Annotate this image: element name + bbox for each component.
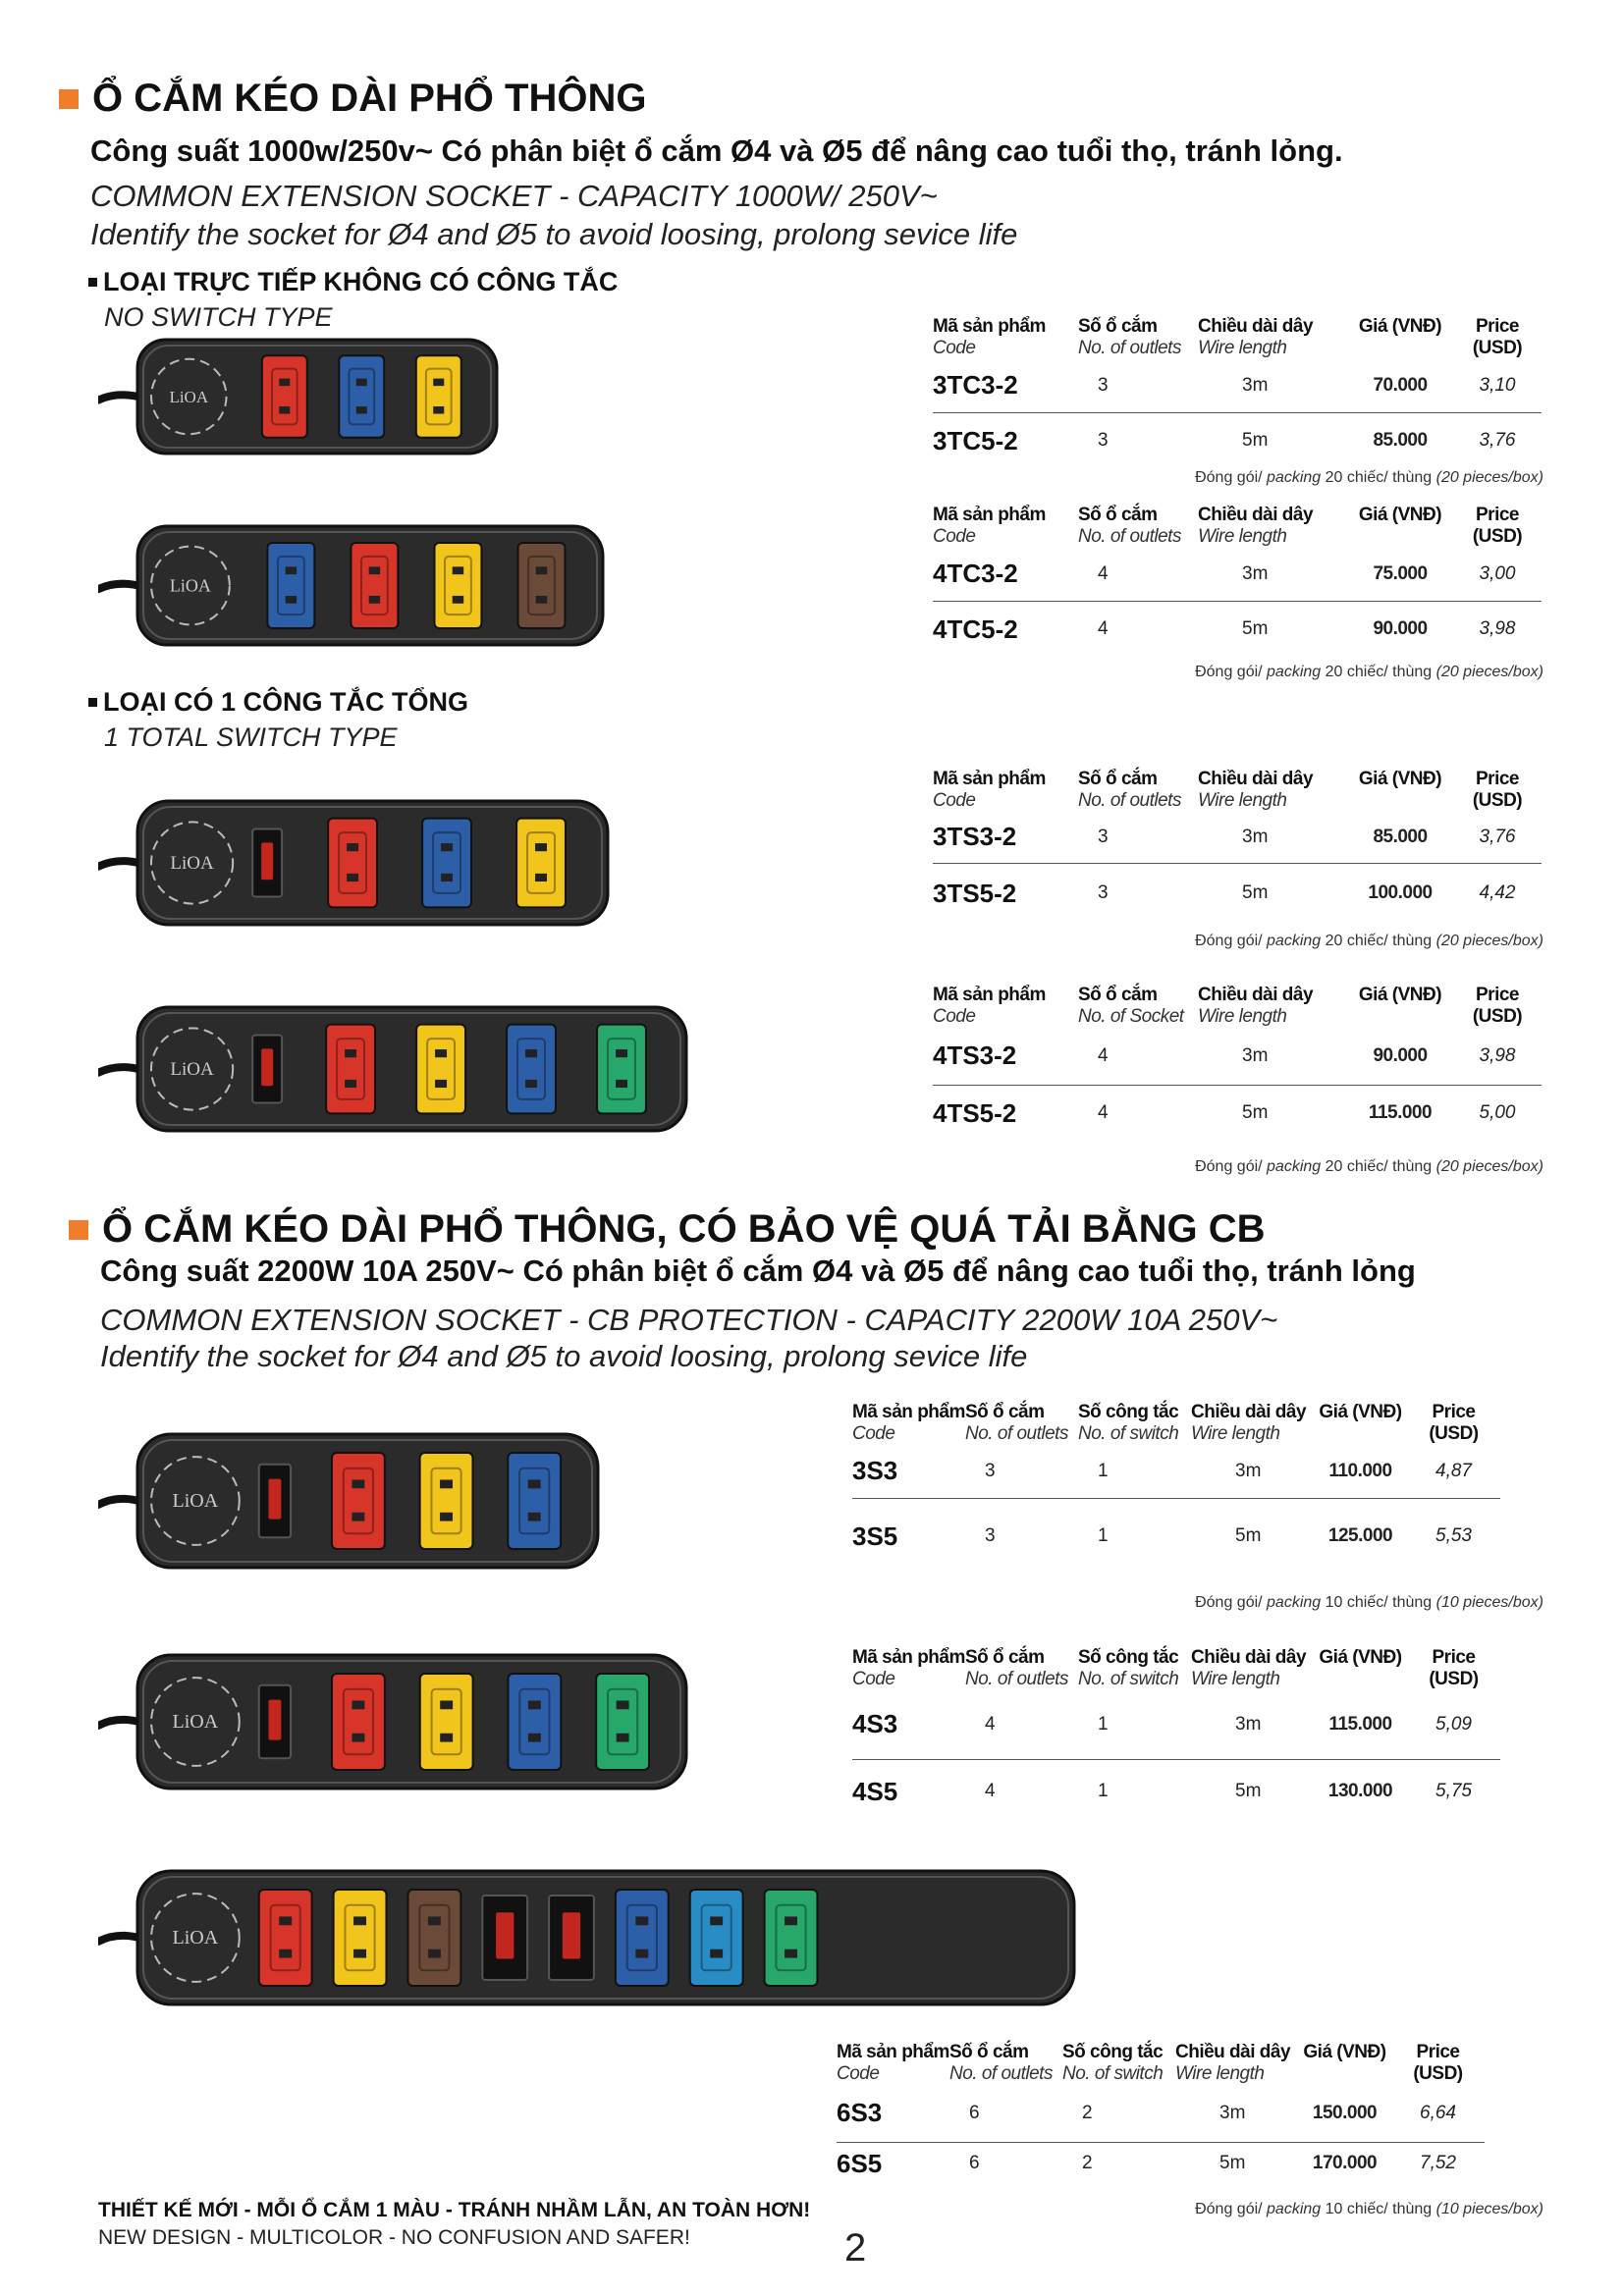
page-number: 2 bbox=[844, 2226, 867, 2269]
cell-code: 3TS5-2 bbox=[933, 878, 1017, 908]
cell-usd: 3,76 bbox=[1479, 430, 1516, 452]
cell-usd: 6,64 bbox=[1391, 2085, 1485, 2142]
col-header-code: Mã sản phẩm Code bbox=[933, 769, 1046, 811]
col-header-vnd: Giá (VNĐ) bbox=[1358, 316, 1442, 337]
cell-vnd: 150.000 bbox=[1298, 2085, 1391, 2142]
cell-outlets: 3 bbox=[1098, 430, 1109, 452]
cell-outlets: 3 bbox=[965, 1445, 1078, 1498]
orange-square-icon bbox=[59, 89, 79, 109]
spec-table-t3 bbox=[933, 769, 1542, 924]
spec-table-t1 bbox=[933, 316, 1542, 469]
col-header-usd: Price (USD) bbox=[1429, 1647, 1479, 1689]
cell-vnd: 115.000 bbox=[1314, 1690, 1407, 1759]
cell-wire: 5m bbox=[1242, 430, 1269, 452]
table-row bbox=[933, 412, 1542, 469]
cell-outlets: 4 bbox=[965, 1690, 1078, 1759]
type1-en: NO SWITCH TYPE bbox=[104, 302, 333, 332]
col-header-switch: Số công tắc No. of switch bbox=[1062, 2042, 1164, 2084]
cell-vnd: 85.000 bbox=[1373, 430, 1428, 452]
product-3s-image bbox=[98, 1428, 604, 1575]
cell-code: 3TS3-2 bbox=[933, 812, 1078, 863]
cell-vnd: 90.000 bbox=[1347, 1028, 1453, 1085]
section2-subtitle-en2: Identify the socket for Ø4 and Ø5 to avoid loosing, prolong sevice life bbox=[100, 1339, 1028, 1373]
socket-blue bbox=[616, 1890, 669, 1986]
col-header-wire: Chiều dài dây Wire length bbox=[1198, 505, 1314, 547]
socket-yellow bbox=[420, 1453, 473, 1549]
col-header-usd: Price (USD) bbox=[1413, 2042, 1463, 2084]
table-row bbox=[933, 548, 1542, 601]
cell-switch: 1 bbox=[1098, 1781, 1109, 1802]
cell-code: 6S3 bbox=[837, 2085, 949, 2142]
table-row bbox=[933, 812, 1542, 863]
cell-usd: 7,52 bbox=[1420, 2153, 1456, 2174]
table-row bbox=[837, 2085, 1485, 2142]
col-header-wire: Chiều dài dây Wire length bbox=[1198, 769, 1314, 811]
socket-yellow bbox=[334, 1890, 387, 1986]
table-row bbox=[933, 1085, 1542, 1142]
section1-title: Ổ CẮM KÉO DÀI PHỔ THÔNG bbox=[59, 77, 646, 121]
col-header-outlets: Số ổ cắm No. of outlets bbox=[1078, 505, 1181, 547]
socket-blue bbox=[267, 543, 314, 628]
cell-code: 4S3 bbox=[852, 1690, 965, 1759]
cell-outlets: 3 bbox=[1098, 882, 1109, 904]
col-header-vnd: Giá (VNĐ) bbox=[1319, 1647, 1402, 1668]
socket-yellow bbox=[516, 819, 566, 908]
col-header-code: Mã sản phẩm Code bbox=[852, 1402, 965, 1444]
socket-red bbox=[262, 355, 307, 438]
type2-en: 1 TOTAL SWITCH TYPE bbox=[104, 722, 398, 752]
cell-vnd: 125.000 bbox=[1327, 1525, 1393, 1547]
section2-subtitle-en1: COMMON EXTENSION SOCKET - CB PROTECTION - CAPACITY 2200W 10A 250V~ bbox=[100, 1303, 1278, 1337]
svg-text:LiOA: LiOA bbox=[172, 1927, 219, 1949]
cell-switch: 1 bbox=[1098, 1525, 1109, 1547]
cell-code: 4TS5-2 bbox=[933, 1097, 1017, 1128]
socket-red bbox=[351, 543, 398, 628]
col-header-usd: Price (USD) bbox=[1472, 316, 1523, 358]
table-row bbox=[933, 601, 1542, 658]
cell-usd: 3,10 bbox=[1453, 359, 1542, 412]
product-6s-image bbox=[98, 1865, 1080, 2012]
cell-usd: 5,00 bbox=[1479, 1102, 1516, 1124]
cell-code: 3TC3-2 bbox=[933, 359, 1078, 412]
power-switch bbox=[259, 1685, 291, 1758]
power-switch bbox=[549, 1896, 594, 1980]
col-header-usd: Price (USD) bbox=[1472, 769, 1523, 811]
section1-subtitle-en2: Identify the socket for Ø4 and Ø5 to avoid loosing, prolong sevice life bbox=[90, 217, 1018, 251]
cell-outlets: 4 bbox=[1098, 1102, 1109, 1124]
spec-table-t4 bbox=[933, 985, 1542, 1142]
spec-table-t5 bbox=[852, 1402, 1500, 1575]
cell-usd: 3,76 bbox=[1453, 812, 1542, 863]
type2-heading: LOẠI CÓ 1 CÔNG TẮC TỔNG bbox=[88, 687, 468, 718]
orange-square-icon bbox=[69, 1220, 88, 1240]
cell-outlets: 3 bbox=[985, 1525, 996, 1547]
cell-wire: 3m bbox=[1198, 812, 1347, 863]
power-switch bbox=[259, 1465, 291, 1537]
col-header-vnd: Giá (VNĐ) bbox=[1303, 2042, 1386, 2062]
section1-subtitle-en1: COMMON EXTENSION SOCKET - CAPACITY 1000W/ 250V~ bbox=[90, 179, 938, 213]
col-header-code: Mã sản phẩm Code bbox=[933, 316, 1046, 358]
col-header-code: Mã sản phẩm Code bbox=[933, 985, 1046, 1027]
spec-table-t2 bbox=[933, 505, 1542, 658]
cell-switch: 2 bbox=[1062, 2085, 1175, 2142]
socket-blue bbox=[339, 355, 384, 438]
cell-wire: 3m bbox=[1191, 1690, 1314, 1759]
socket-red bbox=[332, 1674, 385, 1770]
table-row bbox=[852, 1445, 1500, 1498]
cell-code: 4TC3-2 bbox=[933, 548, 1078, 601]
socket-red bbox=[332, 1453, 385, 1549]
power-switch bbox=[252, 829, 282, 897]
product-4ts-image bbox=[98, 1001, 692, 1139]
packing-note: Đóng gói/ packing 20 chiếc/ thùng (20 pieces/box) bbox=[1195, 1158, 1543, 1175]
cell-code: 3S5 bbox=[852, 1521, 898, 1551]
svg-text:LiOA: LiOA bbox=[170, 853, 214, 874]
svg-text:LiOA: LiOA bbox=[170, 1059, 214, 1080]
cell-switch: 1 bbox=[1078, 1690, 1191, 1759]
col-header-usd: Price (USD) bbox=[1472, 505, 1523, 547]
cell-wire: 3m bbox=[1198, 548, 1347, 601]
table-row bbox=[933, 359, 1542, 412]
product-4tc-image bbox=[98, 520, 609, 653]
section1-subtitle-vn: Công suất 1000w/250v~ Có phân biệt ổ cắm Ø4 và Ø5 để nâng cao tuổi thọ, tránh lỏng. bbox=[90, 133, 1343, 168]
cell-outlets: 4 bbox=[985, 1781, 996, 1802]
socket-red bbox=[259, 1890, 312, 1986]
col-header-code: Mã sản phẩm Code bbox=[837, 2042, 949, 2084]
col-header-usd: Price (USD) bbox=[1472, 985, 1523, 1027]
col-header-outlets: Số ổ cắm No. of outlets bbox=[965, 1647, 1068, 1689]
col-header-code: Mã sản phẩm Code bbox=[852, 1647, 965, 1689]
spec-table-t6 bbox=[852, 1647, 1500, 1824]
cell-wire: 5m bbox=[1235, 1781, 1262, 1802]
cell-wire: 5m bbox=[1235, 1525, 1262, 1547]
col-header-code: Mã sản phẩm Code bbox=[933, 505, 1046, 547]
cell-outlets: 6 bbox=[949, 2085, 1062, 2142]
packing-note: Đóng gói/ packing 20 chiếc/ thùng (20 pieces/box) bbox=[1195, 469, 1543, 486]
cell-code: 6S5 bbox=[837, 2148, 883, 2178]
cell-usd: 4,87 bbox=[1407, 1445, 1500, 1498]
cell-wire: 3m bbox=[1198, 359, 1347, 412]
type1-heading: LOẠI TRỰC TIẾP KHÔNG CÓ CÔNG TẮC bbox=[88, 267, 618, 297]
product-4s-image bbox=[98, 1649, 692, 1796]
section2-title: Ổ CẮM KÉO DÀI PHỔ THÔNG, CÓ BẢO VỆ QUÁ TẢI BẰNG CB bbox=[69, 1207, 1265, 1252]
cell-vnd: 70.000 bbox=[1347, 359, 1453, 412]
cell-vnd: 75.000 bbox=[1347, 548, 1453, 601]
svg-text:LiOA: LiOA bbox=[169, 388, 209, 406]
cell-vnd: 115.000 bbox=[1368, 1102, 1433, 1124]
col-header-outlets: Số ổ cắm No. of Socket bbox=[1078, 985, 1184, 1027]
cell-outlets: 4 bbox=[1078, 1028, 1198, 1085]
svg-text:LiOA: LiOA bbox=[172, 1711, 219, 1733]
col-header-vnd: Giá (VNĐ) bbox=[1358, 505, 1442, 525]
cell-vnd: 85.000 bbox=[1347, 812, 1453, 863]
spec-table-t7 bbox=[837, 2042, 1485, 2185]
product-3tc-image bbox=[98, 334, 503, 461]
product-3ts-image bbox=[98, 795, 614, 933]
footer-vn: THIẾT KẾ MỚI - MỖI Ổ CẮM 1 MÀU - TRÁNH NHẦM LẪN, AN TOÀN HƠN! bbox=[98, 2199, 811, 2221]
cell-usd: 3,98 bbox=[1453, 1028, 1542, 1085]
svg-text:LiOA: LiOA bbox=[169, 575, 211, 596]
packing-note: Đóng gói/ packing 10 chiếc/ thùng (10 pieces/box) bbox=[1195, 2201, 1543, 2217]
footer-en: NEW DESIGN - MULTICOLOR - NO CONFUSION AND SAFER! bbox=[98, 2226, 690, 2249]
cell-wire: 5m bbox=[1242, 1102, 1269, 1124]
cell-vnd: 100.000 bbox=[1368, 882, 1433, 904]
bullet-icon bbox=[88, 698, 97, 707]
bullet-icon bbox=[88, 278, 97, 287]
cell-usd: 3,00 bbox=[1453, 548, 1542, 601]
col-header-wire: Chiều dài dây Wire length bbox=[1175, 2042, 1291, 2084]
socket-blue bbox=[507, 1025, 556, 1114]
col-header-outlets: Số ổ cắm No. of outlets bbox=[1078, 316, 1181, 358]
cell-vnd: 170.000 bbox=[1312, 2153, 1378, 2174]
cell-vnd: 130.000 bbox=[1327, 1781, 1393, 1802]
socket-yellow bbox=[416, 355, 461, 438]
socket-lightblue bbox=[690, 1890, 743, 1986]
cell-switch: 1 bbox=[1078, 1445, 1191, 1498]
table-row bbox=[852, 1498, 1500, 1575]
col-header-vnd: Giá (VNĐ) bbox=[1319, 1402, 1402, 1422]
col-header-switch: Số công tắc No. of switch bbox=[1078, 1647, 1179, 1689]
table-row bbox=[837, 2142, 1485, 2185]
cell-code: 4TC5-2 bbox=[933, 614, 1018, 644]
packing-note: Đóng gói/ packing 20 chiếc/ thùng (20 pieces/box) bbox=[1195, 664, 1543, 680]
cell-usd: 5,75 bbox=[1435, 1781, 1472, 1802]
cell-wire: 3m bbox=[1175, 2085, 1298, 2142]
col-header-vnd: Giá (VNĐ) bbox=[1358, 985, 1442, 1005]
power-switch bbox=[252, 1036, 282, 1103]
cell-usd: 5,09 bbox=[1407, 1690, 1500, 1759]
col-header-outlets: Số ổ cắm No. of outlets bbox=[949, 2042, 1053, 2084]
col-header-switch: Số công tắc No. of switch bbox=[1078, 1402, 1179, 1444]
col-header-vnd: Giá (VNĐ) bbox=[1358, 769, 1442, 789]
power-switch bbox=[482, 1896, 527, 1980]
socket-blue bbox=[508, 1453, 561, 1549]
cell-usd: 3,98 bbox=[1479, 618, 1516, 640]
cell-wire: 5m bbox=[1242, 618, 1269, 640]
socket-brown bbox=[407, 1890, 460, 1986]
cell-switch: 2 bbox=[1082, 2153, 1093, 2174]
cell-code: 4S5 bbox=[852, 1776, 898, 1806]
col-header-outlets: Số ổ cắm No. of outlets bbox=[965, 1402, 1068, 1444]
packing-note: Đóng gói/ packing 10 chiếc/ thùng (10 pieces/box) bbox=[1195, 1594, 1543, 1611]
socket-red bbox=[328, 819, 377, 908]
col-header-wire: Chiều dài dây Wire length bbox=[1198, 985, 1314, 1027]
cell-outlets: 3 bbox=[1078, 359, 1198, 412]
socket-yellow bbox=[434, 543, 481, 628]
socket-brown bbox=[518, 543, 566, 628]
table-row bbox=[852, 1690, 1500, 1759]
col-header-wire: Chiều dài dây Wire length bbox=[1198, 316, 1314, 358]
cell-usd: 4,42 bbox=[1479, 882, 1516, 904]
cell-vnd: 110.000 bbox=[1314, 1445, 1407, 1498]
packing-note: Đóng gói/ packing 20 chiếc/ thùng (20 pieces/box) bbox=[1195, 933, 1543, 949]
col-header-usd: Price (USD) bbox=[1429, 1402, 1479, 1444]
cell-wire: 3m bbox=[1198, 1028, 1347, 1085]
col-header-outlets: Số ổ cắm No. of outlets bbox=[1078, 769, 1181, 811]
cell-outlets: 3 bbox=[1078, 812, 1198, 863]
socket-green bbox=[597, 1025, 646, 1114]
cell-code: 4TS3-2 bbox=[933, 1028, 1078, 1085]
col-header-wire: Chiều dài dây Wire length bbox=[1191, 1402, 1307, 1444]
cell-wire: 5m bbox=[1219, 2153, 1246, 2174]
socket-blue bbox=[508, 1674, 561, 1770]
table-row bbox=[852, 1759, 1500, 1824]
socket-yellow bbox=[420, 1674, 473, 1770]
cell-outlets: 4 bbox=[1078, 548, 1198, 601]
socket-green bbox=[765, 1890, 818, 1986]
table-row bbox=[933, 863, 1542, 924]
cell-vnd: 90.000 bbox=[1373, 618, 1428, 640]
socket-blue bbox=[422, 819, 471, 908]
socket-yellow bbox=[416, 1025, 465, 1114]
col-header-wire: Chiều dài dây Wire length bbox=[1191, 1647, 1307, 1689]
cell-code: 3TC5-2 bbox=[933, 425, 1018, 455]
svg-text:LiOA: LiOA bbox=[172, 1490, 219, 1512]
cell-wire: 5m bbox=[1242, 882, 1269, 904]
cell-usd: 5,53 bbox=[1435, 1525, 1472, 1547]
section2-subtitle-vn: Công suất 2200W 10A 250V~ Có phân biệt ổ cắm Ø4 và Ø5 để nâng cao tuổi thọ, tránh lỏng bbox=[100, 1254, 1416, 1288]
socket-green bbox=[596, 1674, 649, 1770]
cell-code: 3S3 bbox=[852, 1445, 965, 1498]
cell-outlets: 4 bbox=[1098, 618, 1109, 640]
table-row bbox=[933, 1028, 1542, 1085]
cell-wire: 3m bbox=[1191, 1445, 1314, 1498]
cell-outlets: 6 bbox=[969, 2153, 980, 2174]
socket-red bbox=[326, 1025, 375, 1114]
